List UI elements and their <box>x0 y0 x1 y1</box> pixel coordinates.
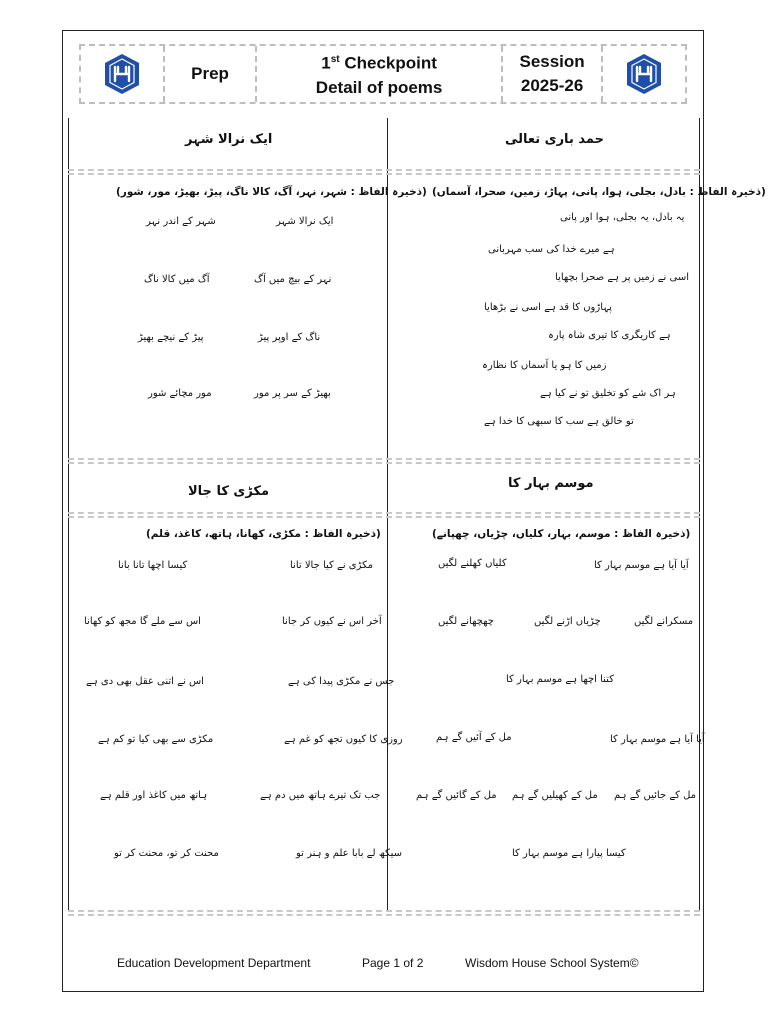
poem-title-shehar: ایک نرالا شہر <box>185 132 273 147</box>
makri-line: مکڑی نے کیا جالا تانا <box>290 560 373 571</box>
mausam-line: مل کے جائیں گے ہم <box>614 790 697 801</box>
logo-right <box>603 46 685 102</box>
hamd-line: ہر اک شے کو تخلیق تو نے کیا ہے <box>540 388 676 399</box>
row-divider <box>68 458 700 464</box>
mausam-line: مل کے گائیں گے ہم <box>416 790 497 801</box>
footer-page-number: Page 1 of 2 <box>362 956 424 970</box>
row-divider <box>68 169 700 175</box>
mausam-line: کلیاں کھلنے لگیں <box>438 558 507 569</box>
makri-line: کیسا اچھا تانا بانا <box>118 560 188 571</box>
shehar-vocabulary: (ذخیرہ الفاظ : شہر، نہر، آگ، کالا ناگ، پیڑ، بھیڑ، مور، شور) <box>116 186 427 198</box>
mausam-line: چھچھانے لگیں <box>438 616 494 627</box>
row-divider <box>68 512 700 518</box>
makri-line: آخر اس نے کیوں کر جانا <box>282 616 382 627</box>
shehar-line: مور مچائے شور <box>148 388 212 399</box>
makri-line: اس سے ملے گا مجھ کو کھانا <box>84 616 201 627</box>
hamd-line: تو خالق ہے سب کا سبھی کا خدا ہے <box>484 416 634 427</box>
makri-line: جب تک تیرے ہاتھ میں دم ہے <box>260 790 381 801</box>
poem-title-makri: مکڑی کا جالا <box>188 484 270 499</box>
class-label: Prep <box>165 46 257 102</box>
mausam-line: کیسا پیارا ہے موسم بہار کا <box>512 848 626 859</box>
mausam-line: مل کے آئیں گے ہم <box>436 732 512 743</box>
shehar-line: بھیڑ کے سر پر مور <box>254 388 331 399</box>
makri-line: مکڑی سے بھی کیا تو کم ہے <box>98 734 214 745</box>
mausam-line: کتنا اچھا ہے موسم بہار کا <box>506 674 614 685</box>
hamd-vocabulary: (ذخیرہ الفاظ : بادل، بجلی، ہوا، پانی، پہاڑ، زمیں، صحرا، آسماں) <box>432 186 766 198</box>
header-banner <box>79 44 687 104</box>
session-label: Session <box>519 52 585 71</box>
shehar-line: شہر کے اندر نہر <box>146 216 216 227</box>
makri-line: محنت کر تو، محنت کر تو <box>114 848 219 859</box>
hamd-line: ہے کاریگری کا تیری شاہ پارہ <box>548 330 671 341</box>
poem-title-hamd: حمد باری تعالی <box>505 132 604 147</box>
makri-line: سیکھ لے بابا علم و ہنر تو <box>296 848 402 859</box>
footer-school-name: Wisdom House School System© <box>465 956 639 970</box>
mausam-line: مسکرانے لگیں <box>634 616 694 627</box>
session-year: 2025-26 <box>520 76 584 95</box>
mausam-line: مل کے کھیلیں گے ہم <box>512 790 598 801</box>
mausam-line: چڑیاں اڑنے لگیں <box>534 616 601 627</box>
school-logo-icon <box>624 52 664 96</box>
school-logo-icon <box>102 52 142 96</box>
title-line-2: Detail of poems <box>315 77 443 97</box>
session-info <box>503 46 603 102</box>
title-line-1: 1st Checkpoint <box>321 53 437 73</box>
footer-department: Education Development Department <box>117 956 311 970</box>
mausam-vocabulary: (ذخیرہ الفاظ : موسم، بہار، کلیاں، چڑیاں، چھپانے) <box>432 528 691 540</box>
hamd-line: اسی نے زمیں پر ہے صحرا بچھایا <box>555 272 690 283</box>
mausam-line: آیا آیا ہے موسم بہار کا <box>610 734 705 745</box>
logo-left <box>81 46 165 102</box>
makri-line: جس نے مکڑی پیدا کی ہے <box>288 676 395 687</box>
makri-line: روزی کا کیوں تجھ کو غم ہے <box>284 734 403 745</box>
page-title <box>257 46 503 102</box>
mausam-line: آیا آیا ہے موسم بہار کا <box>594 560 689 571</box>
shehar-line: پیڑ کے نیچے بھیڑ <box>138 332 204 343</box>
makri-line: ہاتھ میں کاغذ اور قلم ہے <box>100 790 208 801</box>
makri-line: اس نے اتنی عقل بھی دی ہے <box>86 676 204 687</box>
shehar-line: نہر کے بیچ میں آگ <box>254 274 332 285</box>
hamd-line: پہاڑوں کا قد ہے اسی نے بڑھایا <box>484 302 612 313</box>
hamd-line: یہ بادل، یہ بجلی، ہوا اور پانی <box>560 212 685 223</box>
row-divider <box>68 910 700 916</box>
shehar-line: آگ میں کالا ناگ <box>144 274 210 285</box>
poem-title-mausam: موسم بہار کا <box>508 476 594 491</box>
shehar-line: ایک نرالا شہر <box>276 216 334 227</box>
makri-vocabulary: (ذخیرہ الفاظ : مکڑی، کھانا، ہاتھ، کاغذ، قلم) <box>146 528 381 540</box>
shehar-line: ناگ کے اوپر پیڑ <box>258 332 321 343</box>
hamd-line: زمیں کا ہو یا آسماں کا نظارہ <box>482 360 607 371</box>
hamd-line: ہے میرے خدا کی سب مہربانی <box>488 244 615 255</box>
